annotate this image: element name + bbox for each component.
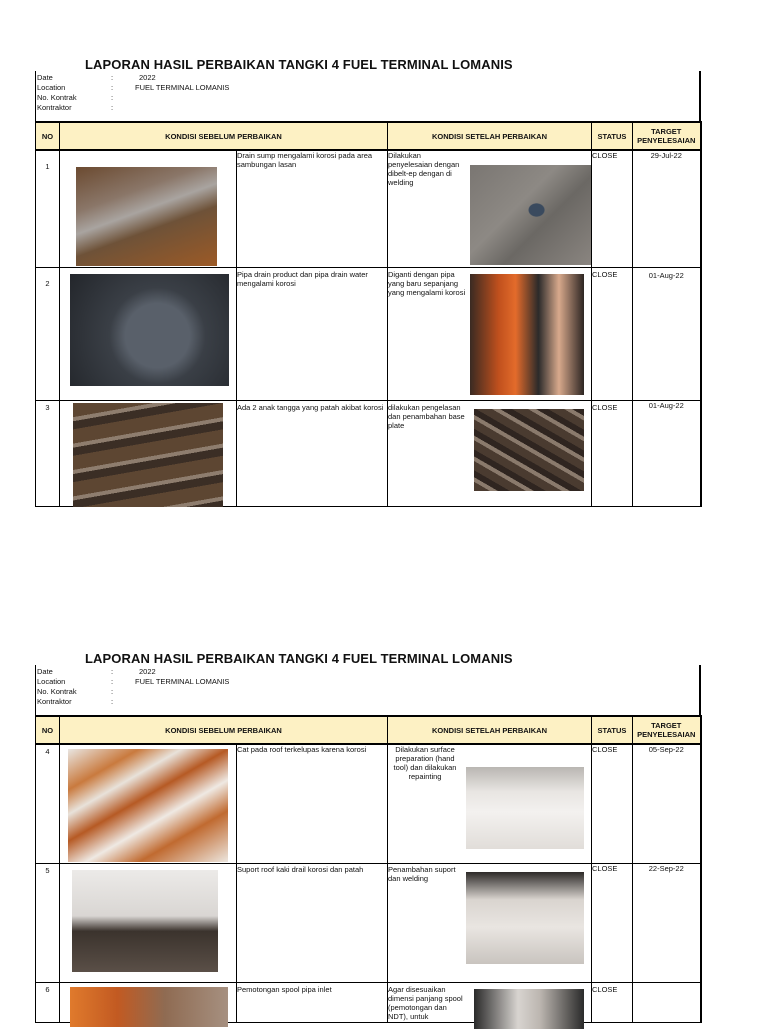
table-row	[36, 863, 701, 982]
welded-sump-photo	[470, 165, 591, 265]
report-table	[35, 121, 702, 507]
header-target: TARGET PENYELESAIAN	[633, 716, 701, 744]
header-target: TARGET PENYELESAIAN	[633, 122, 701, 150]
pipe-spool-photo	[474, 989, 584, 1029]
after-description: Penambahan suport dan welding	[388, 864, 456, 883]
target-date	[633, 982, 701, 1022]
table-row	[36, 150, 701, 267]
status-badge: CLOSE	[592, 400, 633, 506]
header-no: NO	[36, 716, 60, 744]
stairs-photo	[73, 403, 223, 507]
base-plate-photo	[474, 409, 584, 491]
report-meta: Date : 2022 Location : FUEL TERMINAL LOMANIS No. Kontrak : Kontraktor :	[35, 665, 701, 715]
status-badge: CLOSE	[592, 150, 633, 267]
table-row	[36, 267, 701, 400]
after-description: dilakukan pengelasan dan penambahan base plate	[388, 402, 465, 430]
row-number: 3	[45, 402, 50, 412]
header-no: NO	[36, 122, 60, 150]
target-date: 29-Jul-22	[633, 150, 701, 267]
table-header	[36, 716, 701, 744]
status-badge: CLOSE	[592, 267, 633, 400]
header-after: KONDISI SETELAH PERBAIKAN	[388, 716, 592, 744]
rusty-sump-photo	[76, 167, 217, 266]
row-number: 6	[45, 984, 50, 994]
roof-site-photo	[466, 767, 584, 849]
table-row	[36, 982, 701, 1022]
table-row	[36, 400, 701, 506]
target-date: 01-Aug-22	[633, 400, 701, 506]
table-header	[36, 122, 701, 150]
worker-pipe-photo	[470, 274, 584, 395]
support-photo	[72, 870, 218, 972]
row-number: 1	[45, 162, 50, 171]
header-before: KONDISI SEBELUM PERBAIKAN	[60, 716, 388, 744]
row-number: 5	[45, 865, 50, 875]
status-badge: CLOSE	[592, 863, 633, 982]
report-table	[35, 715, 702, 1023]
target-date: 22-Sep-22	[633, 863, 701, 982]
header-status: STATUS	[592, 122, 633, 150]
before-description: Drain sump mengalami korosi pada area sambungan lasan	[237, 150, 388, 267]
report-title: LAPORAN HASIL PERBAIKAN TANGKI 4 FUEL TERMINAL LOMANIS	[85, 57, 513, 72]
before-description: Ada 2 anak tangga yang patah akibat korosi	[237, 400, 388, 506]
after-description: Dilakukan penyelesaian dengan dibelt-ep dengan di welding	[388, 151, 460, 187]
row-number: 2	[45, 278, 50, 288]
pipe-cut-photo	[70, 987, 228, 1027]
before-description: Pipa drain product dan pipa drain water mengalami korosi	[237, 267, 388, 400]
header-after: KONDISI SETELAH PERBAIKAN	[388, 122, 592, 150]
after-description: Agar disesuaikan dimensi panjang spool (pemotongan dan NDT), untuk	[388, 984, 463, 1021]
target-date: 01-Aug-22	[633, 267, 701, 400]
support-fixed-photo	[466, 872, 584, 964]
before-description: Cat pada roof terkelupas karena korosi	[237, 744, 388, 863]
report-meta: Date : 2022 Location : FUEL TERMINAL LOMANIS No. Kontrak : Kontraktor :	[35, 71, 701, 121]
header-before: KONDISI SEBELUM PERBAIKAN	[60, 122, 388, 150]
tank-bottom-photo	[70, 274, 229, 386]
roof-paint-photo	[68, 749, 228, 862]
status-badge: CLOSE	[592, 982, 633, 1022]
row-number: 4	[45, 747, 50, 756]
table-row	[36, 744, 701, 863]
before-description: Pemotongan spool pipa inlet	[237, 982, 388, 1022]
header-status: STATUS	[592, 716, 633, 744]
report-title: LAPORAN HASIL PERBAIKAN TANGKI 4 FUEL TERMINAL LOMANIS	[85, 651, 513, 666]
before-description: Suport roof kaki drail korosi dan patah	[237, 863, 388, 982]
target-date: 05-Sep-22	[633, 744, 701, 863]
status-badge: CLOSE	[592, 744, 633, 863]
after-description: Dilakukan surface preparation (hand tool) dan dilakukan repainting	[393, 745, 457, 781]
after-description: Diganti dengan pipa yang baru sepanjang yang mengalami korosi	[388, 269, 466, 297]
